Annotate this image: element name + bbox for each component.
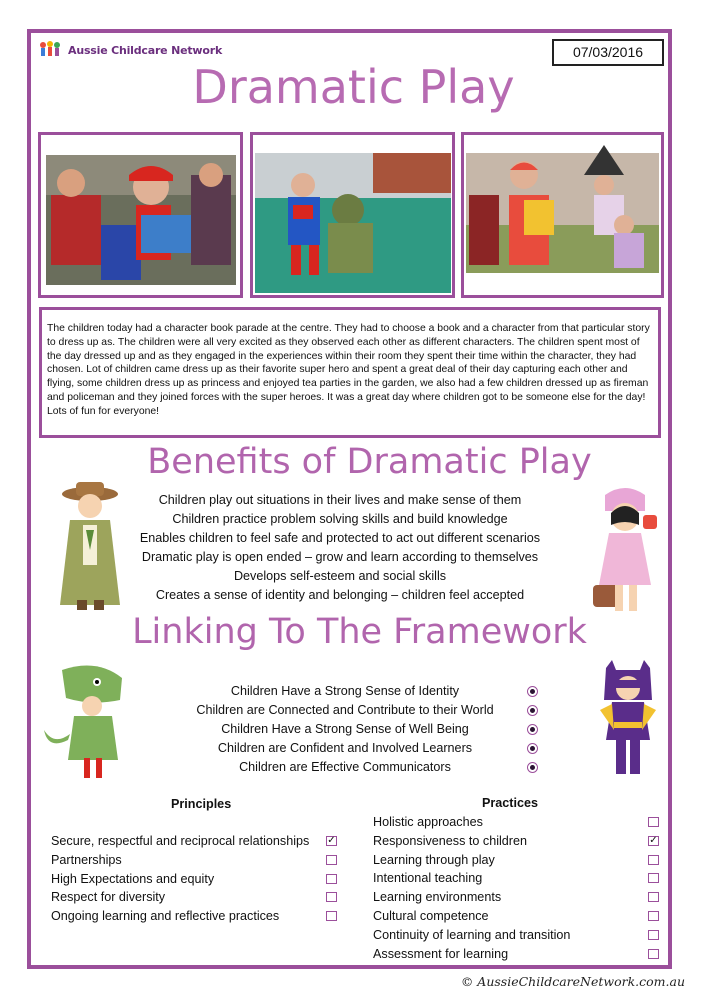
- logo-text: Aussie Childcare Network: [68, 43, 223, 57]
- principle-item: High Expectations and equity: [51, 871, 215, 886]
- date-box: 07/03/2016: [552, 39, 664, 66]
- logo-children-icon: [38, 40, 64, 60]
- outcome-bullet[interactable]: [527, 762, 538, 773]
- principle-item: Ongoing learning and reflective practices: [51, 909, 280, 924]
- outcome-bullet[interactable]: [527, 743, 538, 754]
- benefit-item: Develops self-esteem and social skills: [233, 569, 447, 583]
- principle-item: Respect for diversity: [51, 890, 166, 905]
- checkbox[interactable]: [648, 949, 659, 959]
- benefit-item: Children practice problem solving skills and build knowledge: [172, 512, 508, 526]
- practice-item: Learning environments: [373, 890, 502, 905]
- principle-item: Secure, respectful and reciprocal relationships: [51, 834, 310, 848]
- girl-princess-illustration: [585, 485, 665, 620]
- photo-3: [461, 132, 664, 298]
- page-title: Dramatic Play: [192, 60, 515, 114]
- benefit-item: Enables children to feel safe and protected to act out different scenarios: [139, 531, 541, 545]
- principle-item: Partnerships: [51, 852, 122, 867]
- framework-title: Linking To The Framework: [132, 612, 587, 652]
- checkbox[interactable]: [648, 855, 659, 865]
- checkbox[interactable]: [648, 817, 659, 827]
- checkbox[interactable]: [326, 855, 337, 865]
- benefit-item: Children play out situations in their lives and make sense of them: [158, 493, 522, 507]
- outcome-item: Children Have a Strong Sense of Well Being: [221, 722, 469, 736]
- benefit-item: Creates a sense of identity and belonging – children feel accepted: [155, 588, 525, 602]
- outcome-item: Children are Confident and Involved Learners: [217, 741, 473, 755]
- photo-2: [250, 132, 455, 298]
- superhero-girl-illustration: [592, 660, 664, 780]
- checkbox[interactable]: [648, 930, 659, 940]
- logo: [38, 40, 222, 60]
- checkbox[interactable]: [326, 892, 337, 902]
- benefit-item: Dramatic play is open ended – grow and learn according to themselves: [141, 550, 539, 564]
- practice-item: Intentional teaching: [373, 871, 483, 886]
- outcome-bullet[interactable]: [527, 686, 538, 697]
- checkbox[interactable]: [648, 892, 659, 902]
- checkbox[interactable]: [326, 911, 337, 921]
- benefits-title: Benefits of Dramatic Play: [147, 442, 592, 482]
- outcome-bullet[interactable]: [527, 724, 538, 735]
- checkbox[interactable]: ✓: [327, 835, 336, 846]
- story-text: The children today had a character book parade at the centre. They had to choose a book and a character from that particular story to dress up as. The children were all very excited as they observed each other as different characters. The children spent most of the day dressed up and as they engaged in the experiences within their room they spent their time within the character, they had chosen. Lot of children came dress up as their favorite super hero and spent a great deal of their day capturing each other and flying, some children dress up as princess and enjoyed tea parties in the garden, we also had a few children dressed up as fireman and policeman and they joined forces with the super heroes. It was a great day where children got to be someone else for the day! Lots of fun for everyone!: [39, 307, 661, 438]
- checkbox[interactable]: [326, 874, 337, 884]
- practice-item: Continuity of learning and transition: [373, 927, 571, 942]
- checkbox[interactable]: ✓: [649, 834, 658, 846]
- outcome-bullet[interactable]: [527, 705, 538, 716]
- practices-list: [373, 813, 570, 963]
- principles-list: [51, 832, 309, 926]
- outcome-item: Children are Effective Communicators: [239, 760, 451, 774]
- practice-item: Responsiveness to children: [373, 833, 528, 848]
- photo-1: [38, 132, 243, 298]
- outcomes-list: [180, 682, 510, 777]
- practice-item: Learning through play: [373, 852, 495, 867]
- practice-item: Cultural competence: [373, 908, 489, 923]
- principles-heading: Principles: [171, 797, 232, 811]
- boy-costume-illustration: [50, 480, 130, 615]
- practice-item: Assessment for learning: [373, 946, 509, 961]
- benefits-list: [120, 491, 560, 605]
- checkbox[interactable]: [648, 873, 659, 883]
- footer-copyright: © AussieChildcareNetwork.com.au: [460, 974, 685, 989]
- outcome-item: Children are Connected and Contribute to their World: [196, 703, 494, 717]
- practices-heading: Practices: [482, 796, 539, 810]
- dinosaur-costume-illustration: [42, 660, 137, 780]
- practice-item: Holistic approaches: [373, 815, 483, 829]
- checkbox[interactable]: [648, 911, 659, 921]
- outcome-item: Children Have a Strong Sense of Identity: [230, 684, 460, 698]
